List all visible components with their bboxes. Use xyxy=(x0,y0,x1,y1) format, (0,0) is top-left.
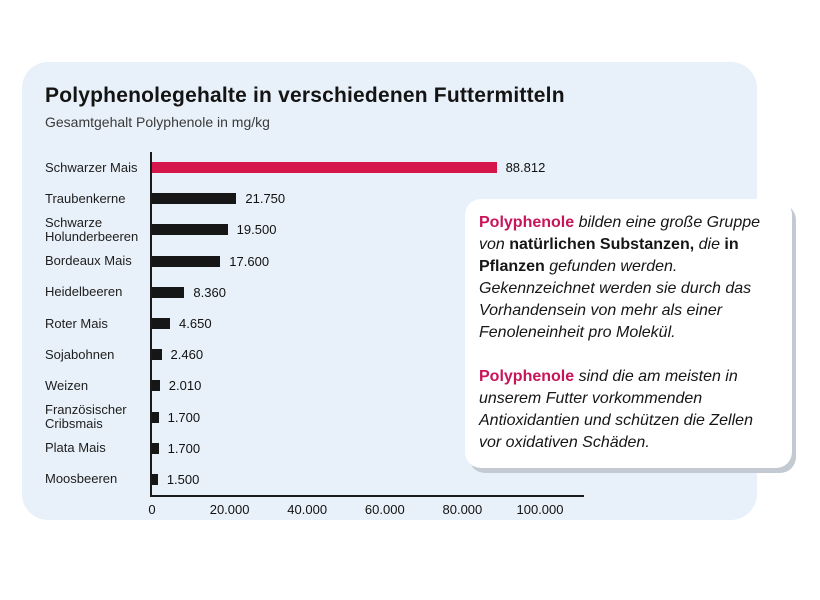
category-label: Weizen xyxy=(45,377,89,393)
info-paragraph xyxy=(479,366,777,454)
x-axis-ticks xyxy=(148,502,584,520)
value-label: 2.460 xyxy=(170,347,204,363)
value-label: 8.360 xyxy=(193,284,226,300)
category-labels xyxy=(45,152,150,497)
value-label: 2.010 xyxy=(168,378,202,394)
value-label: 1.700 xyxy=(167,440,201,456)
chart-row xyxy=(152,464,584,495)
category-label: Heidelbeeren xyxy=(45,284,123,300)
brand-term: Polyphenole xyxy=(479,214,575,231)
text-segment: sind die am meisten in unserem Futter vorkommenden Antioxidantien und schützen die Zellen vor oxidativen Schäden. xyxy=(479,368,753,451)
category-label: Französischer Cribsmais xyxy=(45,402,127,432)
value-label: 19.500 xyxy=(236,222,277,238)
bar xyxy=(152,443,159,454)
category-label: Schwarze Holunderbeeren xyxy=(45,214,139,244)
category-label: Schwarzer Mais xyxy=(45,159,138,175)
value-label: 21.750 xyxy=(245,191,286,207)
bar xyxy=(152,318,170,329)
bar xyxy=(152,287,184,298)
bar-highlight xyxy=(152,162,497,173)
bar xyxy=(152,193,236,204)
value-label: 88.812 xyxy=(505,160,546,176)
category-label: Roter Mais xyxy=(45,315,108,331)
value-label: 4.650 xyxy=(179,316,212,332)
category-label: Traubenkerne xyxy=(45,190,126,206)
info-paragraph xyxy=(479,212,777,344)
bar xyxy=(152,224,228,235)
info-box xyxy=(465,199,792,468)
category-label: Sojabohnen xyxy=(45,346,115,362)
x-tick-label: 60.000 xyxy=(364,502,405,518)
text-segment: die xyxy=(694,236,725,253)
category-label: Plata Mais xyxy=(45,440,106,456)
value-label: 1.500 xyxy=(166,471,200,487)
text-segment: natürlichen Substanzen, xyxy=(509,236,695,253)
value-label: 17.600 xyxy=(229,253,270,269)
chart-subtitle: Gesamtgehalt Polyphenole in mg/kg xyxy=(45,114,270,130)
category-label: Bordeaux Mais xyxy=(45,253,132,269)
bar xyxy=(152,412,159,423)
bar xyxy=(152,474,158,485)
brand-term: Polyphenole xyxy=(479,368,575,385)
chart-title: Polyphenolegehalte in verschiedenen Futtermitteln xyxy=(45,84,565,107)
text-segment: bilden eine große Gruppe von xyxy=(479,214,761,253)
text-segment: gefunden werden. Gekennzeichnet werden sie durch das Vorhandensein von mehr als einer Fenoleneinheit pro Molekül. xyxy=(479,258,752,341)
x-tick-label: 20.000 xyxy=(209,502,250,518)
x-tick-label: 100.000 xyxy=(516,502,564,518)
bar xyxy=(152,256,220,267)
x-tick-label: 40.000 xyxy=(287,502,328,518)
bar xyxy=(152,380,160,391)
bar xyxy=(152,349,162,360)
value-label: 1.700 xyxy=(167,409,201,425)
x-tick-label: 80.000 xyxy=(442,502,483,518)
text-segment: in Pflanzen xyxy=(479,236,739,275)
chart-row xyxy=(152,152,584,183)
x-tick-label: 0 xyxy=(148,502,156,518)
category-label: Moosbeeren xyxy=(45,471,118,487)
